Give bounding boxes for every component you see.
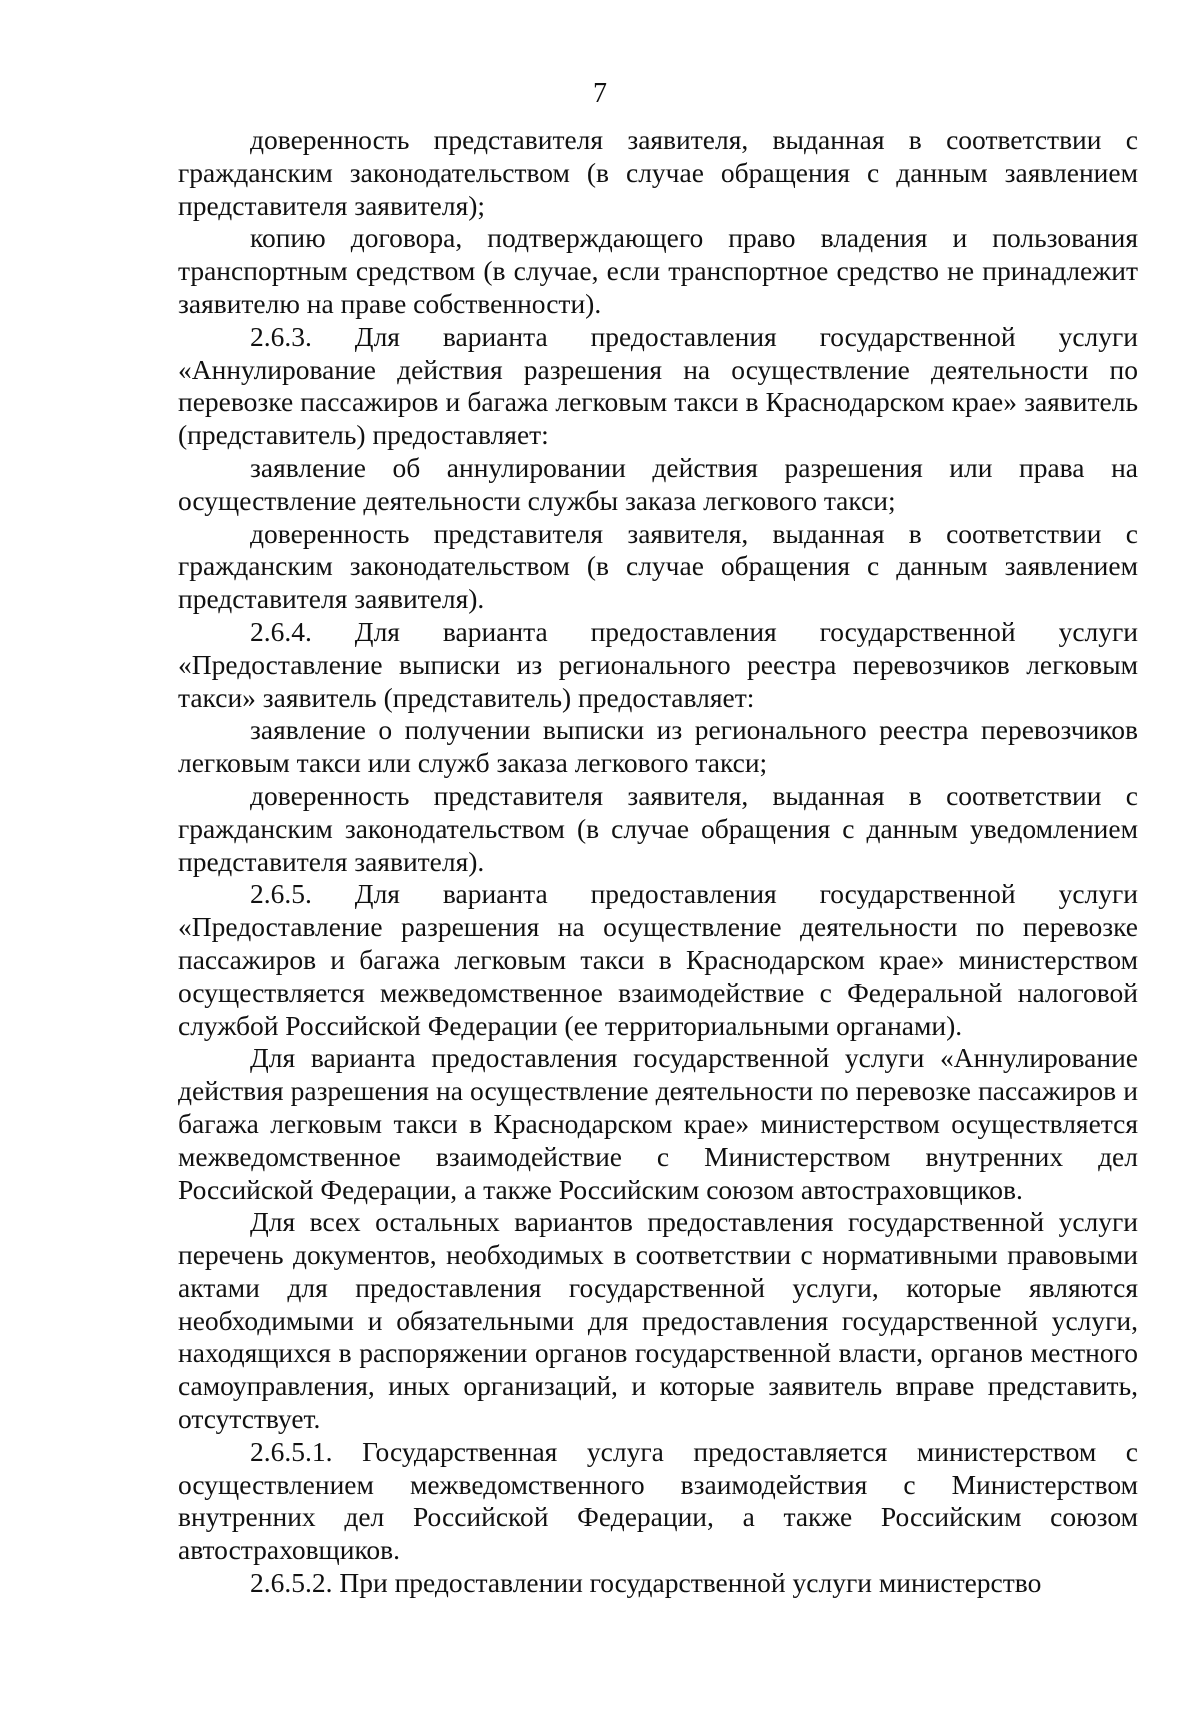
paragraph: 2.6.5.1. Государственная услуга предоставляется министерством с осуществлением межведомственного взаимодействия с Министерством внутренних дел Российской Федерации, а также Российским союзом автостраховщиков.: [178, 1435, 1138, 1566]
paragraph: копию договора, подтверждающего право владения и пользования транспортным средством (в случае, если транспортное средство не принадлежит заявителю на праве собственности).: [178, 222, 1138, 319]
paragraph: 2.6.5.2. При предоставлении государственной услуги министерство: [250, 1567, 1042, 1599]
paragraph: 2.6.5. Для варианта предоставления государственной услуги «Предоставление разрешения на осуществление деятельности по перевозке пассажиров и багажа легковым такси в Краснодарском крае» министерством осуществляется межведомственное взаимодействие с Федеральной налоговой службой Российской Федерации (ее территориальными органами).: [178, 878, 1138, 1041]
paragraph: Для всех остальных вариантов предоставления государственной услуги перечень документов, необходимых в соответствии с нормативными правовыми актами для предоставления государственной услуги, которые являются необходимыми и обязательными для предоставления государственной услуги, находящихся в распоряжении органов государственной власти, органов местного самоуправления, иных организаций, и которые заявитель вправе представить, отсутствует.: [178, 1206, 1138, 1435]
paragraph: 2.6.3. Для варианта предоставления государственной услуги «Аннулирование действия разрешения на осуществление деятельности по перевозке пассажиров и багажа легковым такси в Краснодарском крае» заявитель (представитель) предоставляет:: [178, 320, 1138, 451]
paragraph: доверенность представителя заявителя, выданная в соответствии с гражданским законодательством (в случае обращения с данным уведомлением представителя заявителя).: [178, 779, 1138, 877]
document-body: [178, 124, 1138, 1600]
page-number: 7: [593, 78, 607, 109]
paragraph: заявление о получении выписки из регионального реестра перевозчиков легковым такси или служб заказа легкового такси;: [178, 714, 1138, 779]
paragraph: заявление об аннулировании действия разрешения или права на осуществление деятельности службы заказа легкового такси;: [178, 451, 1138, 516]
paragraph: 2.6.4. Для варианта предоставления государственной услуги «Предоставление выписки из регионального реестра перевозчиков легковым такси» заявитель (представитель) предоставляет:: [178, 615, 1138, 713]
paragraph: доверенность представителя заявителя, выданная в соответствии с гражданским законодательством (в случае обращения с данным заявлением представителя заявителя).: [178, 517, 1138, 615]
paragraph: доверенность представителя заявителя, выданная в соответствии с гражданским законодательством (в случае обращения с данным заявлением представителя заявителя);: [178, 124, 1138, 221]
paragraph: Для варианта предоставления государственной услуги «Аннулирование действия разрешения на осуществление деятельности по перевозке пассажиров и багажа легковым такси в Краснодарском крае» министерством осуществляется межведомственное взаимодействие с Министерством внутренних дел Российской Федерации, а также Российским союзом автостраховщиков.: [178, 1042, 1138, 1205]
